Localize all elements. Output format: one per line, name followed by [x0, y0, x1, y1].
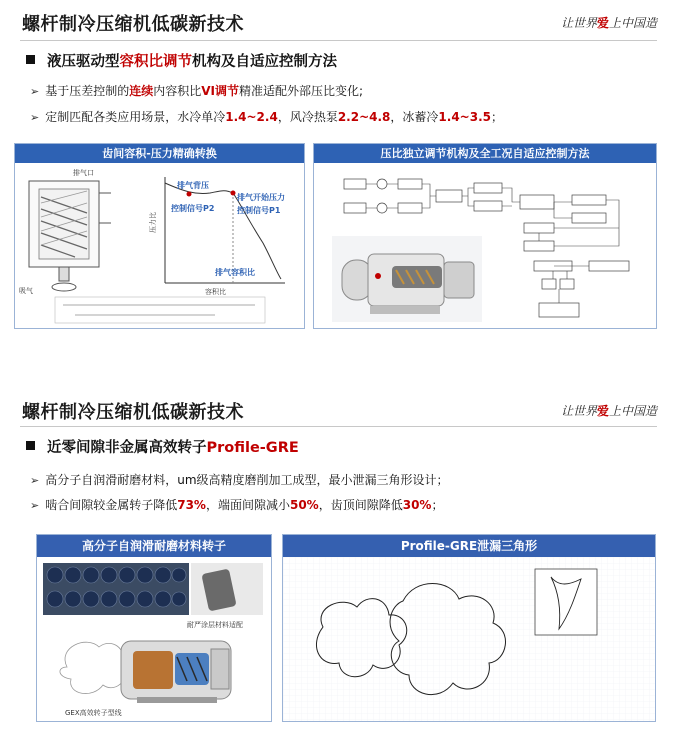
y-axis-label: 压力比	[149, 212, 157, 233]
bullet-text: ，端面间隙减小	[205, 498, 290, 512]
slide-title: 螺杆制冷压缩机低碳新技术	[22, 14, 244, 35]
brand-mark: 爱	[596, 16, 609, 30]
rotor-material-panel	[36, 534, 272, 722]
bullet-highlight: 30%	[402, 498, 432, 512]
bullet-highlight: 1.4~3.5	[438, 110, 491, 124]
section-heading	[26, 436, 299, 457]
heading-highlight: Profile-GRE	[206, 440, 299, 456]
signal-p2-label: 控制信号P2	[171, 204, 215, 213]
discharge-volume-label: 排气容积比	[215, 268, 255, 277]
rotor-material-figure	[37, 557, 271, 721]
volume-pressure-panel	[14, 143, 305, 329]
bullet-highlight: 50%	[289, 498, 319, 512]
brand-logo	[561, 402, 657, 419]
bullet-text: 高分子自润滑耐磨材料，um级高精度磨削加工成型，最小泄漏三角形设计；	[45, 473, 449, 487]
leakage-triangle-panel	[282, 534, 656, 722]
bullet-highlight: 连续	[129, 84, 154, 98]
heading-post: 机构及自适应控制方法	[192, 54, 337, 70]
panel-title: 高分子自润滑耐磨材料转子	[37, 535, 271, 557]
bullet-1	[30, 82, 363, 99]
profile-caption: GEX高效转子型线	[65, 709, 122, 717]
bullet-1	[30, 471, 449, 488]
compressor-cutaway-image	[121, 641, 231, 703]
arrow-bullet-icon: ➢	[30, 474, 40, 487]
coating-caption: 耐严涂层材料适配	[187, 621, 243, 629]
bullet-text: 内容积比	[153, 84, 202, 98]
slide-title: 螺杆制冷压缩机低碳新技术	[22, 402, 244, 423]
brand-logo	[561, 14, 657, 31]
bullet-text: 定制匹配各类应用场景，水冷单冷	[45, 110, 226, 124]
bullet-text: ；	[431, 498, 444, 512]
signal-p1-marker	[231, 191, 236, 196]
bullet-text: ，冰蓄冷	[390, 110, 439, 124]
heading-pre: 近零间隙非金属高效转子	[47, 440, 207, 456]
rotor-schematic	[19, 168, 111, 295]
bullet-text: ；	[491, 110, 504, 124]
arrow-bullet-icon: ➢	[30, 111, 40, 124]
bullet-2	[30, 496, 443, 513]
signal-p1-label: 控制信号P1	[237, 206, 281, 215]
slide-2	[0, 386, 677, 733]
inlet-label: 吸气	[19, 287, 33, 295]
square-bullet-icon	[26, 441, 35, 450]
heading-pre: 液压驱动型	[47, 54, 120, 70]
section-heading	[26, 50, 337, 71]
volume-pressure-figure	[15, 163, 304, 327]
brand-prefix: 让世界	[560, 16, 597, 30]
panel-title: 齿间容积-压力精确转换	[15, 144, 304, 163]
title-divider	[20, 40, 657, 41]
arrow-bullet-icon: ➢	[30, 85, 40, 98]
bullet-text: 基于压差控制的	[45, 84, 130, 98]
control-method-panel	[313, 143, 657, 329]
bullet-text: ，风冷热泵	[277, 110, 338, 124]
equation-block	[55, 297, 265, 323]
bullet-text: ，齿顶间隙降低	[318, 498, 403, 512]
leakage-triangle-inset	[535, 569, 597, 635]
arrow-bullet-icon: ➢	[30, 499, 40, 512]
title-divider	[20, 426, 657, 427]
outlet-label: 排气口	[73, 169, 94, 177]
bullet-2	[30, 108, 503, 125]
brand-suffix: 上中国造	[608, 16, 657, 30]
bullet-text: 啮合间隙较金属转子降低	[45, 498, 178, 512]
pressure-curve-chart	[148, 177, 285, 296]
rotor-profile-figure	[283, 557, 655, 721]
bullet-highlight: 1.4~2.4	[225, 110, 278, 124]
heading-highlight: 容积比调节	[119, 54, 192, 70]
brand-prefix: 让世界	[560, 404, 597, 418]
bullet-highlight: 2.2~4.8	[337, 110, 391, 124]
discharge-back-pressure-label: 排气背压	[177, 181, 209, 190]
compressor-image	[332, 236, 482, 322]
bullet-highlight: 73%	[177, 498, 206, 512]
bullet-highlight: VI调节	[201, 84, 240, 98]
brand-suffix: 上中国造	[608, 404, 657, 418]
brand-mark: 爱	[596, 404, 609, 418]
panel-title: 压比独立调节机构及全工况自适应控制方法	[314, 144, 656, 163]
discharge-start-label: 排气开始压力	[237, 193, 285, 202]
slide-1	[0, 0, 677, 340]
x-axis-label: 容积比	[205, 288, 226, 296]
signal-p2-marker	[187, 192, 192, 197]
panel-title: Profile-GRE泄漏三角形	[283, 535, 655, 557]
bullet-text: 精准适配外部压比变化;	[239, 84, 364, 98]
square-bullet-icon	[26, 55, 35, 64]
